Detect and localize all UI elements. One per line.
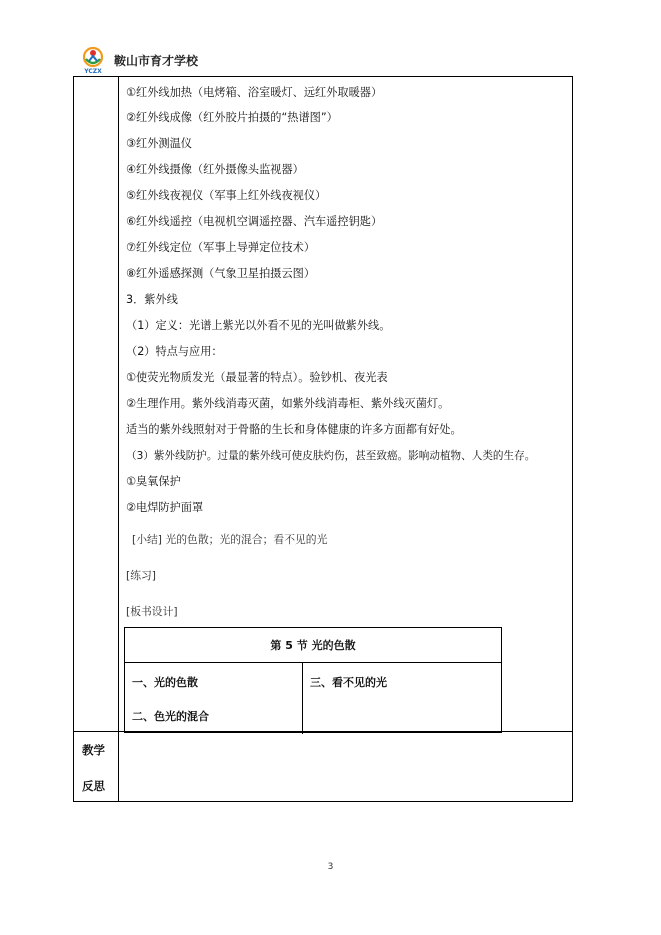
lesson-table bbox=[73, 76, 573, 802]
summary-note: [小结] 光的色散；光的混合；看不见的光 bbox=[132, 533, 328, 546]
content-line-13: ②生理作用。紫外线消毒灭菌，如紫外线消毒柜、紫外线灭菌灯。 bbox=[126, 397, 450, 410]
exercise-label: [练习] bbox=[126, 569, 157, 582]
content-line-15: （3）紫外线防护。过量的紫外线可使皮肤灼伤，甚至致癌。影响动植物、人类的生存。 bbox=[126, 450, 536, 462]
reflection-label-1: 教学 bbox=[82, 743, 105, 757]
content-line-17: ②电焊防护面罩 bbox=[126, 501, 204, 514]
content-line-1: ①红外线加热（电烤箱、浴室暖灯、远红外取暖器） bbox=[126, 86, 383, 99]
board-design-table bbox=[124, 627, 502, 733]
document-header bbox=[78, 46, 198, 74]
content-line-4: ④红外线摄像（红外摄像头监视器） bbox=[126, 163, 304, 176]
board-item-2: 二、色光的混合 bbox=[132, 710, 209, 723]
school-name: 鞍山市育才学校 bbox=[114, 53, 199, 68]
logo-text: YCZX bbox=[84, 68, 102, 75]
board-title: 第 5 节 光的色散 bbox=[125, 628, 501, 663]
content-line-5: ⑤红外线夜视仪（军事上红外线夜视仪） bbox=[126, 189, 327, 202]
school-logo bbox=[78, 45, 108, 75]
content-line-16: ①臭氧保护 bbox=[126, 475, 181, 488]
content-line-6: ⑥红外线遥控（电视机空调遥控器、汽车遥控钥匙） bbox=[126, 215, 383, 228]
column-divider bbox=[118, 77, 119, 801]
content-line-8: ⑧红外遥感探测（气象卫星拍摄云图） bbox=[126, 267, 316, 280]
content-line-10: （1）定义：光谱上紫光以外看不见的光叫做紫外线。 bbox=[126, 319, 391, 332]
board-design-label: [板书设计] bbox=[126, 605, 178, 618]
reflection-label-2: 反思 bbox=[82, 779, 105, 793]
content-line-7: ⑦红外线定位（军事上导弹定位技术） bbox=[126, 241, 316, 254]
content-line-12: ①使荧光物质发光（最显著的特点）。验钞机、夜光表 bbox=[126, 371, 388, 384]
board-divider bbox=[302, 663, 303, 734]
content-line-14: 适当的紫外线照射对于骨骼的生长和身体健康的许多方面都有好处。 bbox=[126, 423, 462, 436]
content-line-9: 3．紫外线 bbox=[126, 293, 178, 306]
board-item-3: 三、看不见的光 bbox=[310, 676, 387, 689]
content-line-11: （2）特点与应用： bbox=[126, 345, 223, 358]
board-item-1: 一、光的色散 bbox=[132, 676, 198, 689]
page-number: 3 bbox=[327, 862, 334, 872]
content-line-3: ③红外测温仪 bbox=[126, 137, 192, 150]
content-line-2: ②红外线成像（红外胶片拍摄的“热谱图”） bbox=[126, 111, 338, 124]
